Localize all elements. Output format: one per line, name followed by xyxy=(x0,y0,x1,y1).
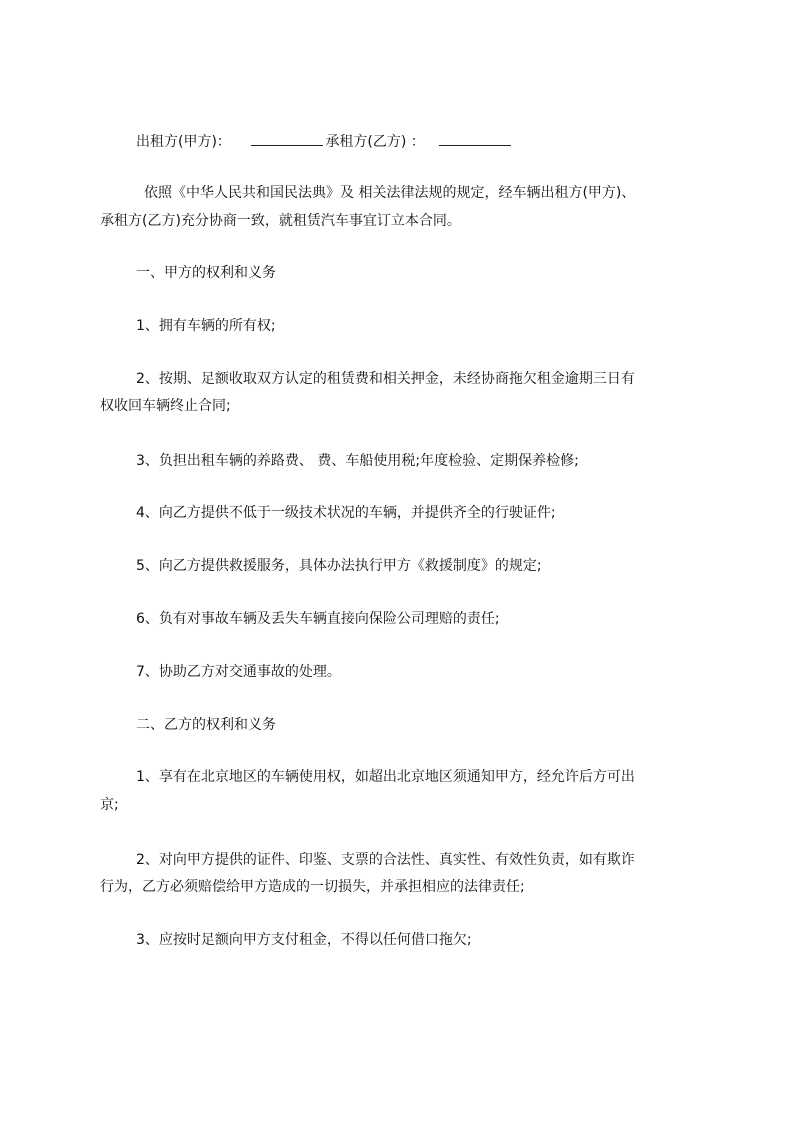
lessee-label: 承租方(乙方) ： xyxy=(325,134,425,150)
intro-line-1: 依照《中华人民共和国民法典》及 相关法律法规的规定，经车辆出租方(甲方)、 xyxy=(144,185,636,201)
section1-heading: 一、甲方的权利和义务 xyxy=(136,265,276,281)
lessor-blank-field[interactable] xyxy=(251,131,323,146)
section2-item-2-line-2: 行为，乙方必须赔偿给甲方造成的一切损失，并承担相应的法律责任; xyxy=(100,879,525,895)
section1-item-3: 3、负担出租车辆的养路费、 费、车船使用税;年度检验、定期保养检修; xyxy=(136,453,579,469)
section1-item-2-line-1: 2、按期、足额收取双方认定的租赁费和相关押金，未经协商拖欠租金逾期三日有 xyxy=(136,371,635,387)
section2-item-1-line-1: 1、享有在北京地区的车辆使用权，如超出北京地区须通知甲方，经允许后方可出 xyxy=(136,769,635,785)
section2-item-2-line-1: 2、对向甲方提供的证件、印鉴、支票的合法性、真实性、有效性负责，如有欺诈 xyxy=(136,852,635,868)
parties-line xyxy=(136,131,736,152)
section1-item-6: 6、负有对事故车辆及丢失车辆直接向保险公司理赔的责任; xyxy=(136,611,500,627)
section1-item-1: 1、拥有车辆的所有权; xyxy=(136,318,276,334)
section2-item-1-line-2: 京; xyxy=(100,797,119,813)
section2-heading: 二、乙方的权利和义务 xyxy=(136,717,276,733)
lessee-blank-field[interactable] xyxy=(439,131,511,146)
section1-item-5: 5、向乙方提供救援服务，具体办法执行甲方《救援制度》的规定; xyxy=(136,558,542,574)
section1-item-7: 7、协助乙方对交通事故的处理。 xyxy=(136,664,341,680)
lessor-label: 出租方(甲方)： xyxy=(136,134,231,150)
section1-item-4: 4、向乙方提供不低于一级技术状况的车辆，并提供齐全的行驶证件; xyxy=(136,505,556,521)
intro-line-2: 承租方(乙方)充分协商一致，就租赁汽车事宜订立本合同。 xyxy=(100,213,461,229)
section1-item-2-line-2: 权收回车辆终止合同; xyxy=(100,398,231,414)
section2-item-3: 3、应按时足额向甲方支付租金，不得以任何借口拖欠; xyxy=(136,932,472,948)
